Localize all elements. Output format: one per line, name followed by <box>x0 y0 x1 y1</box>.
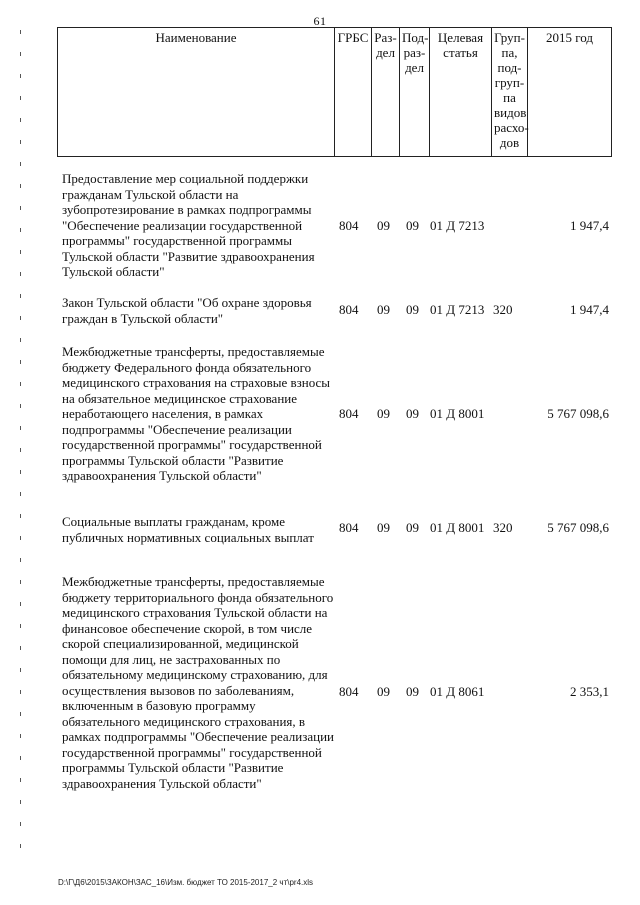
row-podrazdel: 09 <box>406 684 419 699</box>
row-grbs: 804 <box>339 520 359 535</box>
row-target: 01 Д 8061 <box>430 684 485 699</box>
row-amount: 2 353,1 <box>570 684 609 699</box>
header-year: 2015 год <box>528 28 612 157</box>
row-target: 01 Д 7213 <box>430 302 485 317</box>
header-name: Наименование <box>58 28 335 157</box>
row-name: Социальные выплаты гражданам, кроме публичных нормативных социальных выплат <box>62 514 314 545</box>
table-header <box>57 27 612 157</box>
header-group: Груп- па, под- груп- па видов расхо- дов <box>492 28 528 157</box>
file-path: D:\Г\Д6\2015\ЗАКОН\ЗАС_16\Изм. бюджет ТО 2015-2017_2 чт\pr4.xls <box>58 878 314 887</box>
row-target: 01 Д 8001 <box>430 406 485 421</box>
header-razdel: Раз- дел <box>372 28 400 157</box>
row-podrazdel: 09 <box>406 520 419 535</box>
table-row <box>57 295 611 327</box>
table-row <box>57 574 611 822</box>
row-amount: 1 947,4 <box>570 218 609 233</box>
row-group: 320 <box>493 302 513 317</box>
table-row <box>57 171 611 283</box>
table-row <box>57 344 611 484</box>
row-group: 320 <box>493 520 513 535</box>
row-grbs: 804 <box>339 218 359 233</box>
row-target: 01 Д 7213 <box>430 218 485 233</box>
header-podrazdel: Под- раз- дел <box>400 28 430 157</box>
row-amount: 5 767 098,6 <box>547 406 609 421</box>
row-razdel: 09 <box>377 406 390 421</box>
row-name: Межбюджетные трансферты, предоставляемые бюджету Федерального фонда обязательного медицинского страхования на страховые взносы на обязательное медицинское страхование неработающего населения, в рамках подпрограммы "Обеспечение реализации государственной программы" государственной программы Тульской области "Развитие здравоохранения Тульской области" <box>62 344 331 483</box>
row-podrazdel: 09 <box>406 302 419 317</box>
row-podrazdel: 09 <box>406 218 419 233</box>
margin-dashes <box>20 30 21 850</box>
row-grbs: 804 <box>339 302 359 317</box>
row-amount: 5 767 098,6 <box>547 520 609 535</box>
row-amount: 1 947,4 <box>570 302 609 317</box>
row-razdel: 09 <box>377 302 390 317</box>
row-name: Предоставление мер социальной поддержки гражданам Тульской области на зубопротезирование в рамках подпрограммы "Обеспечение реализации государственной программы" государственной программы Тульской области "Развитие здравоохранения Тульской области" <box>62 171 315 279</box>
row-grbs: 804 <box>339 406 359 421</box>
row-razdel: 09 <box>377 684 390 699</box>
row-target: 01 Д 8001 <box>430 520 485 535</box>
page-number: 61 <box>313 14 327 28</box>
row-razdel: 09 <box>377 520 390 535</box>
row-razdel: 09 <box>377 218 390 233</box>
row-name: Межбюджетные трансферты, предоставляемые бюджету территориального фонда обязательного медицинского страхования Тульской области на финансовое обеспечение скорой, в том числе скорой специализированной, медицинской помощи для лиц, не застрахованных по обязательному медицинскому страхованию, для осуществления вызовов по заболеваниям, включенным в базовую программу обязательного медицинского страхования, в рамках подпрограммы "Обеспечение реализации государственной программы" государственной программы Тульской области "Развитие здравоохранения Тульской области" <box>62 574 335 791</box>
table-row <box>57 514 611 546</box>
header-grbs: ГРБС <box>335 28 372 157</box>
row-name: Закон Тульской области "Об охране здоровья граждан в Тульской области" <box>62 295 312 326</box>
row-grbs: 804 <box>339 684 359 699</box>
header-target: Целевая статья <box>430 28 492 157</box>
row-podrazdel: 09 <box>406 406 419 421</box>
